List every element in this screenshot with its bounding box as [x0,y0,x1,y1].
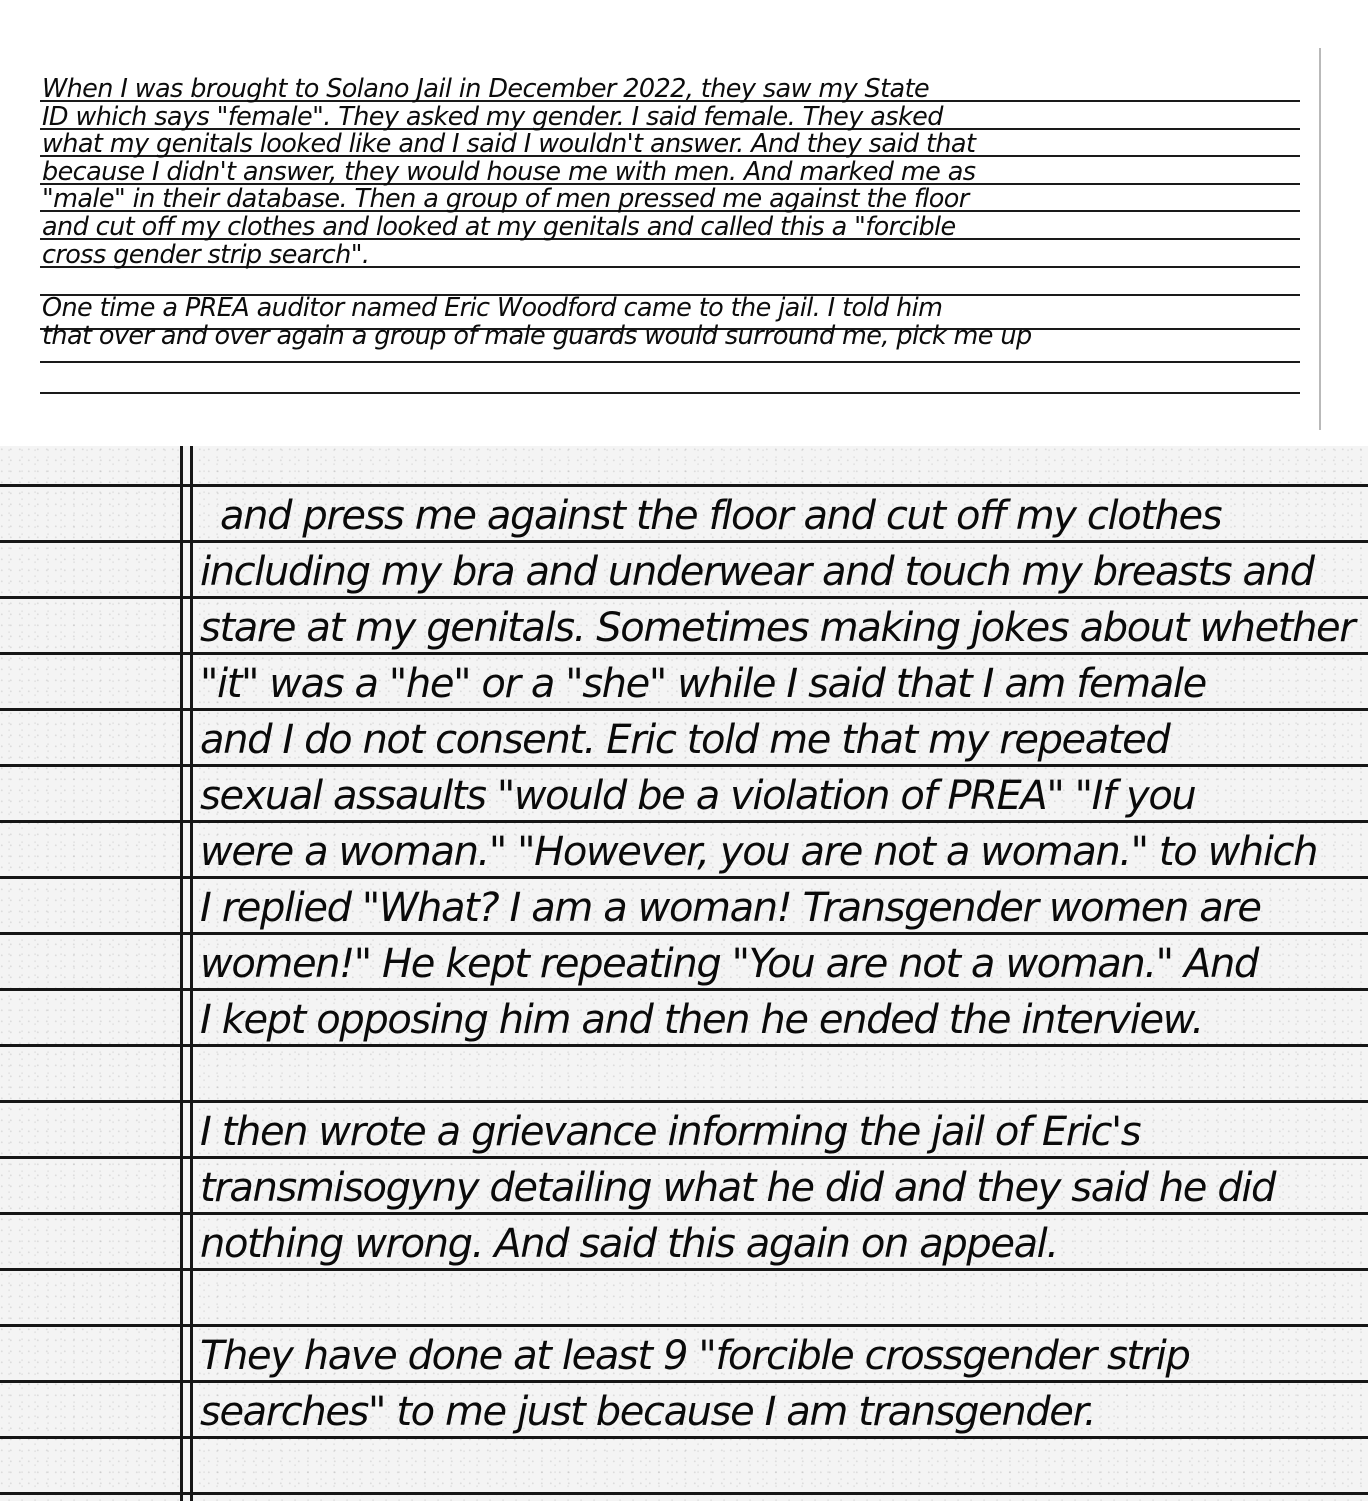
handwritten-line: including my bra and underwear and touch my breasts and [200,549,1314,595]
top-handwritten-text [42,76,1302,350]
handwritten-line: "male" in their database. Then a group of men pressed me against the floor [42,184,969,215]
handwritten-line: I kept opposing him and then he ended the interview. [200,997,1203,1043]
handwritten-line: nothing wrong. And said this again on appeal. [200,1221,1058,1267]
handwritten-line: I then wrote a grievance informing the jail of Eric's [200,1109,1141,1155]
handwritten-line: what my genitals looked like and I said I wouldn't answer. And they said that [42,129,976,160]
handwritten-line: I replied "What? I am a woman! Transgender women are [200,885,1261,931]
handwritten-line: transmisogyny detailing what he did and they said he did [200,1165,1276,1211]
ruled-line [0,1492,1368,1495]
handwritten-line: stare at my genitals. Sometimes making jokes about whether [200,605,1355,651]
handwritten-line: "it" was a "he" or a "she" while I said that I am female [200,661,1206,707]
handwritten-line: and cut off my clothes and looked at my genitals and called this a "forcible [42,211,956,242]
handwritten-line: They have done at least 9 "forcible crossgender strip [200,1333,1190,1379]
handwritten-line: ID which says "female". They asked my gender. I said female. They asked [42,101,943,132]
handwritten-line: and press me against the floor and cut off my clothes [220,493,1222,539]
handwritten-line: searches" to me just because I am transgender. [200,1389,1096,1435]
top-scanned-page [0,0,1368,440]
paragraph-gap [200,1272,1360,1328]
handwritten-line: cross gender strip search". [42,239,370,270]
paragraph-gap [42,269,1302,295]
handwritten-line: One time a PREA auditor named Eric Woodford came to the jail. I told him [42,293,943,324]
page-edge [1319,48,1321,430]
bottom-handwritten-text [200,488,1360,1440]
handwritten-line: and I do not consent. Eric told me that my repeated [200,717,1170,763]
bottom-notebook-page [0,446,1368,1501]
margin-line [180,446,183,1501]
handwritten-line: women!" He kept repeating "You are not a woman." And [200,941,1258,987]
handwritten-line: that over and over again a group of male guards would surround me, pick me up [42,320,1032,351]
handwritten-line: were a woman." "However, you are not a woman." to which [200,829,1318,875]
ruled-line [0,484,1368,487]
handwritten-line: sexual assaults "would be a violation of PREA" "If you [200,773,1196,819]
margin-line [190,446,193,1501]
handwritten-line: because I didn't answer, they would house me with men. And marked me as [42,156,976,187]
paragraph-gap [200,1048,1360,1104]
ruled-line [40,361,1300,363]
handwritten-line: When I was brought to Solano Jail in December 2022, they saw my State [42,74,930,104]
ruled-line [40,392,1300,394]
